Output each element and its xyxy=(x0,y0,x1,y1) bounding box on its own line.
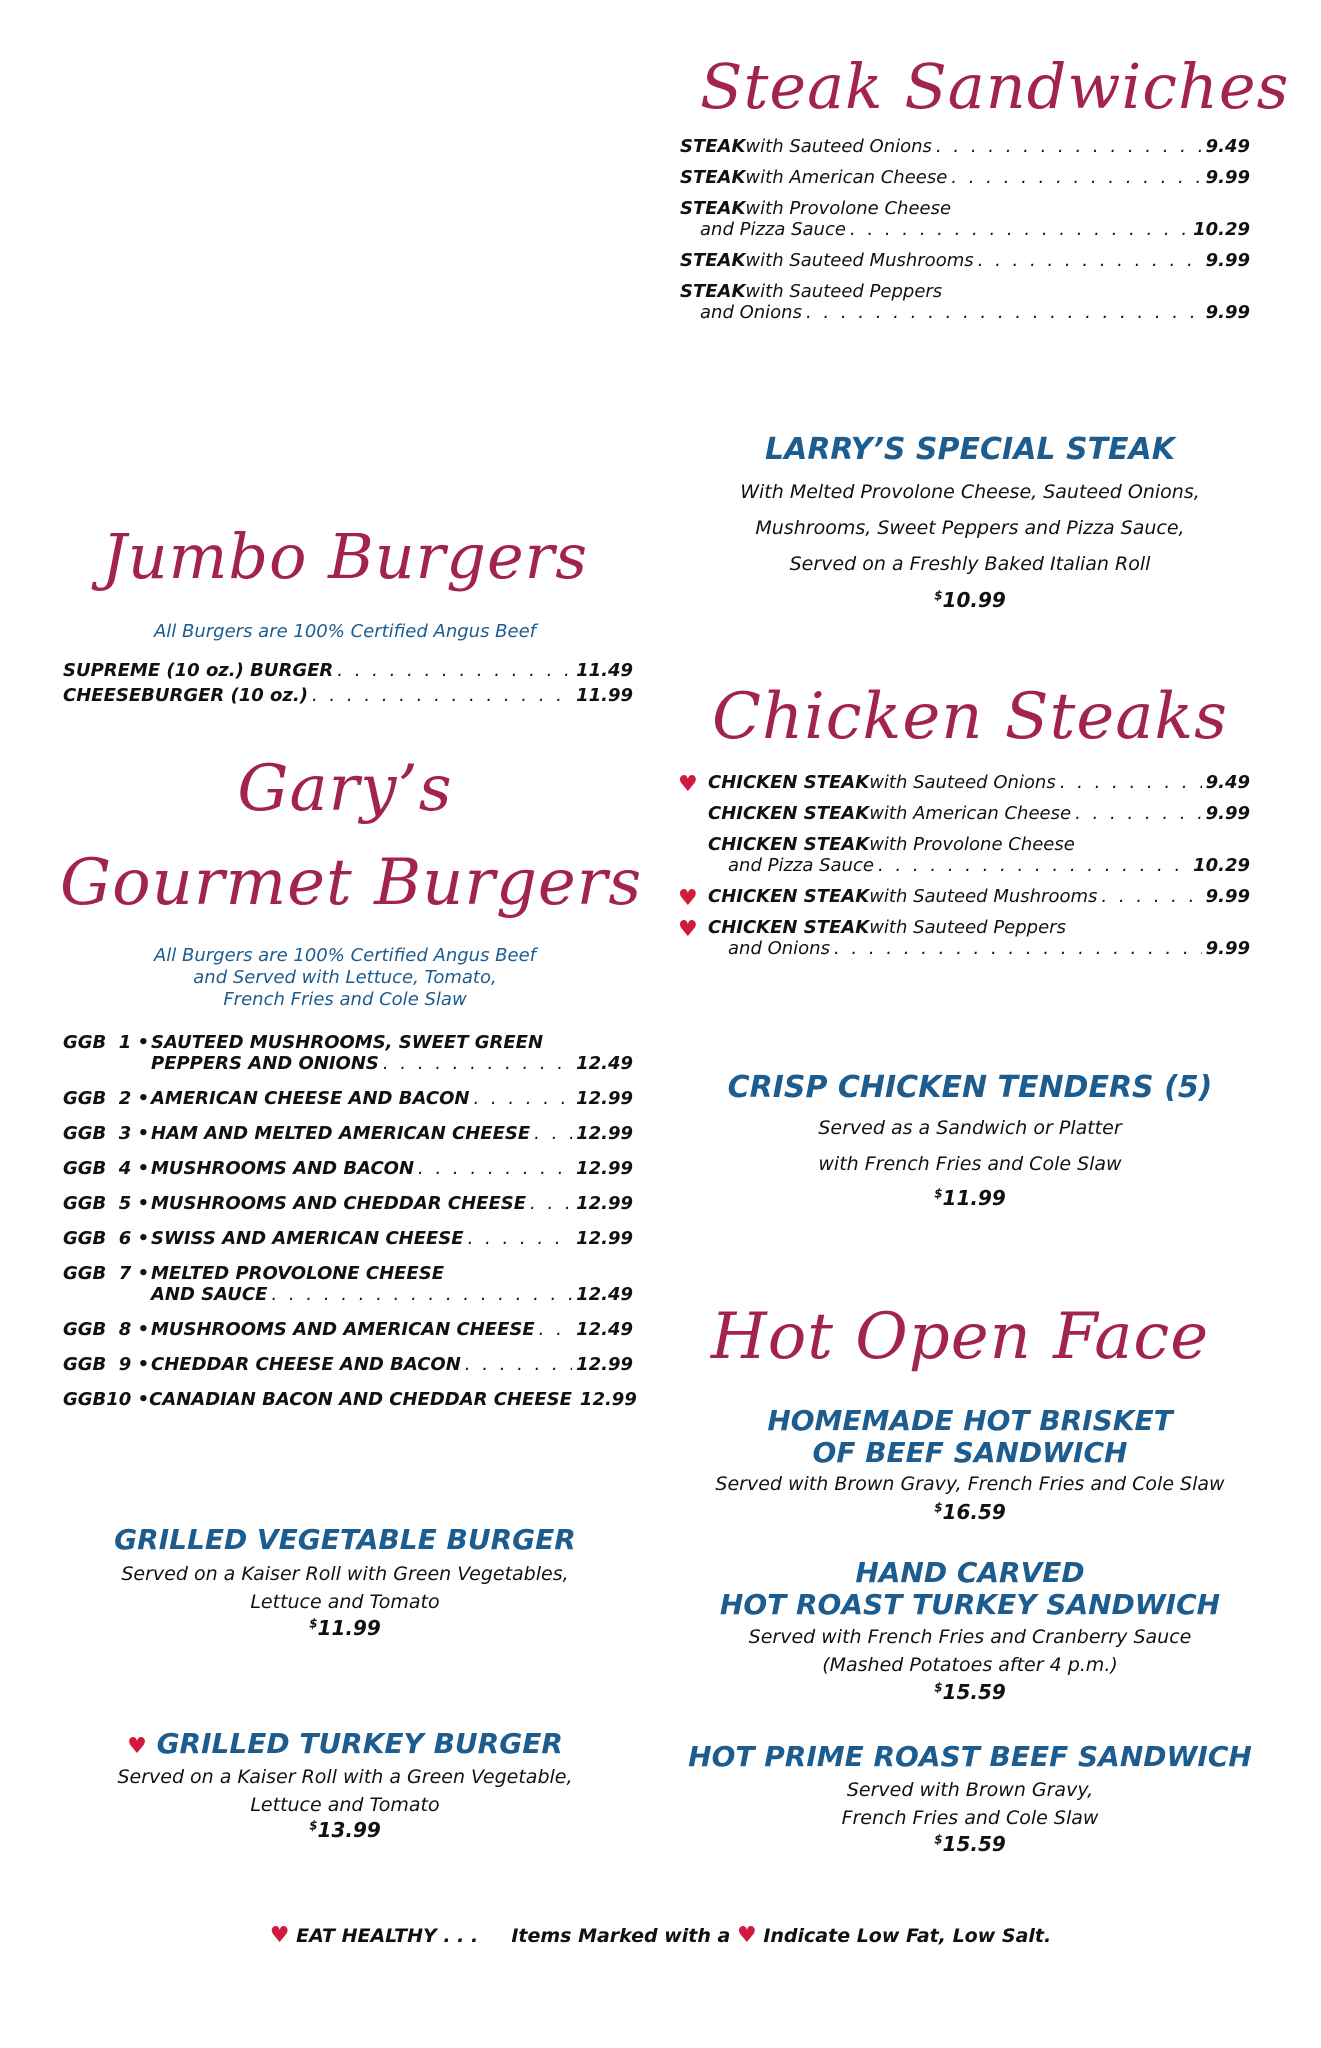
turkey-burger-line-2: Lettuce and Tomato xyxy=(250,1794,440,1816)
menu-item-price: 12.49 xyxy=(576,1053,633,1074)
menu-item-line xyxy=(678,772,1250,793)
dot-leader xyxy=(418,1158,572,1179)
menu-item-line xyxy=(680,250,1250,271)
menu-item xyxy=(63,685,633,706)
menu-item-name-rest: with American Cheese xyxy=(869,803,1072,824)
menu-item-name-rest: with Sauteed Peppers xyxy=(745,281,943,302)
menu-item-code: GGB 8 • xyxy=(63,1319,150,1340)
turkey-sandwich-description xyxy=(680,1623,1260,1679)
menu-item-line xyxy=(63,1354,633,1375)
menu-item-price: 9.99 xyxy=(1205,250,1250,271)
menu-item-name: SWISS AND AMERICAN CHEESE xyxy=(151,1228,464,1249)
dot-leader xyxy=(1075,803,1202,824)
menu-item xyxy=(63,1193,633,1214)
menu-item-price: 12.99 xyxy=(576,1123,633,1144)
dot-leader xyxy=(850,219,1189,240)
menu-item xyxy=(63,1123,633,1144)
menu-item-name-cont: PEPPERS AND ONIONS xyxy=(151,1053,379,1074)
menu-item-price: 10.29 xyxy=(1193,219,1250,240)
dot-leader xyxy=(834,938,1202,959)
veg-burger-description xyxy=(60,1560,630,1616)
turkey-sandwich-line-2: (Mashed Potatoes after 4 p.m.) xyxy=(822,1654,1118,1676)
turkey-sandwich-price: $15.59 xyxy=(934,1680,1006,1704)
dot-leader xyxy=(936,136,1202,157)
jumbo-burgers-title: Jumbo Burgers xyxy=(101,520,589,593)
turkey-burger-price: $13.99 xyxy=(309,1818,381,1842)
menu-item xyxy=(680,167,1250,188)
jumbo-note: All Burgers are 100% Certified Angus Beef xyxy=(153,621,537,642)
menu-item-line xyxy=(680,136,1250,157)
turkey-burger-description xyxy=(60,1763,630,1819)
menu-item-name: CANADIAN BACON AND CHEDDAR CHEESE xyxy=(149,1389,572,1410)
menu-item-name: SUPREME (10 oz.) BURGER xyxy=(63,660,334,681)
menu-item-price: 9.99 xyxy=(1205,803,1250,824)
menu-item-name-cont: AND SAUCE xyxy=(151,1284,268,1305)
dot-leader xyxy=(1101,886,1201,907)
menu-item-price: 12.99 xyxy=(576,1158,633,1179)
menu-item-price: 11.99 xyxy=(576,685,633,706)
dot-leader xyxy=(473,1088,572,1109)
menu-item xyxy=(680,250,1250,271)
menu-item-name-cont: and Onions xyxy=(700,302,802,323)
tenders-line-1: Served as a Sandwich or Platter xyxy=(818,1117,1122,1139)
tenders-title: CRISP CHICKEN TENDERS (5) xyxy=(727,1070,1213,1105)
menu-item-line xyxy=(63,1389,637,1410)
turkey-burger-title-text: GRILLED TURKEY BURGER xyxy=(156,1727,563,1760)
dot-leader xyxy=(1060,772,1202,793)
menu-item-name-rest: with Sauteed Onions xyxy=(869,772,1056,793)
menu-item-code: GGB 3 • xyxy=(63,1123,150,1144)
brisket-title xyxy=(680,1405,1260,1469)
menu-item-name-rest: with Provolone Cheese xyxy=(869,834,1075,855)
footer-items-marked: Items Marked with a xyxy=(511,1925,731,1947)
menu-item-name-rest: with Sauteed Onions xyxy=(745,136,932,157)
menu-item xyxy=(63,1319,633,1340)
roast-beef-title: HOT PRIME ROAST BEEF SANDWICH xyxy=(688,1740,1252,1773)
roast-beef-price: $15.59 xyxy=(934,1832,1006,1856)
menu-item-price: 12.99 xyxy=(579,1389,637,1410)
menu-item-name: CHEESEBURGER (10 oz.) xyxy=(63,685,308,706)
menu-item-line xyxy=(678,917,1250,938)
larrys-description xyxy=(680,474,1260,582)
brisket-price: $16.59 xyxy=(934,1500,1006,1524)
menu-item xyxy=(63,1158,633,1179)
menu-item-price: 9.99 xyxy=(1205,886,1250,907)
gourmet-note-line-1: All Burgers are 100% Certified Angus Beef xyxy=(153,945,537,966)
dot-leader xyxy=(337,660,572,681)
dot-leader xyxy=(806,302,1202,323)
gourmet-note xyxy=(60,945,630,1011)
gourmet-note-line-3: French Fries and Cole Slaw xyxy=(223,989,467,1010)
menu-item xyxy=(678,834,1250,876)
larrys-line-3: Served on a Freshly Baked Italian Roll xyxy=(789,553,1151,575)
menu-item-code: GGB 7 • xyxy=(63,1263,150,1284)
turkey-burger-title xyxy=(60,1727,630,1760)
menu-item xyxy=(63,1228,633,1249)
menu-item-name-cont: and Pizza Sauce xyxy=(700,219,846,240)
heart-icon: ♥ xyxy=(736,1923,757,1948)
menu-item-code: GGB 4 • xyxy=(63,1158,150,1179)
menu-item-line xyxy=(680,281,1250,302)
gourmet-title-line-1: Gary’s xyxy=(237,752,453,826)
menu-item-price: 12.99 xyxy=(576,1354,633,1375)
menu-item-name-bold: STEAK xyxy=(680,136,746,157)
menu-item-price: 9.49 xyxy=(1205,136,1250,157)
menu-item-line xyxy=(63,1228,633,1249)
larrys-line-1: With Melted Provolone Cheese, Sauteed Onions, xyxy=(740,481,1200,503)
heart-icon: ♥ xyxy=(678,772,698,797)
brisket-description: Served with Brown Gravy, French Fries and Cole Slaw xyxy=(715,1473,1225,1495)
menu-item-price: 9.99 xyxy=(1205,938,1250,959)
footer-indicate: Indicate Low Fat, Low Salt. xyxy=(763,1925,1052,1947)
menu-item-line xyxy=(678,886,1250,907)
menu-item-price: 12.99 xyxy=(576,1228,633,1249)
menu-item-line-2 xyxy=(680,219,1250,240)
menu-item-price: 9.99 xyxy=(1205,302,1250,323)
menu-item-line-2 xyxy=(678,938,1250,959)
menu-item xyxy=(680,198,1250,240)
menu-item-name-rest: with Sauteed Mushrooms xyxy=(869,886,1098,907)
turkey-sandwich-line-1: Served with French Fries and Cranberry Sauce xyxy=(748,1626,1192,1648)
turkey-sandwich-title-line-2: HOT ROAST TURKEY SANDWICH xyxy=(719,1588,1221,1621)
dot-leader xyxy=(534,1123,572,1144)
dot-leader xyxy=(878,855,1189,876)
menu-item-price: 12.49 xyxy=(576,1319,633,1340)
gourmet-list xyxy=(63,1032,637,1424)
menu-item-name-bold: STEAK xyxy=(680,198,746,219)
menu-item-code: GGB 1 • xyxy=(63,1032,150,1053)
jumbo-list xyxy=(63,660,633,710)
heart-icon: ♥ xyxy=(127,1734,147,1759)
dot-leader xyxy=(530,1193,572,1214)
menu-item xyxy=(63,1263,633,1305)
tenders-line-2: with French Fries and Cole Slaw xyxy=(818,1153,1122,1175)
menu-item-line xyxy=(680,198,1250,219)
dot-leader xyxy=(312,685,572,706)
menu-item xyxy=(678,772,1250,797)
menu-item xyxy=(63,660,633,681)
menu-item-name-cont: and Onions xyxy=(728,938,830,959)
brisket-title-line-1: HOMEMADE HOT BRISKET xyxy=(767,1404,1173,1437)
menu-item-name-bold: CHICKEN STEAK xyxy=(708,886,870,907)
veg-burger-price: $11.99 xyxy=(309,1616,381,1640)
menu-item xyxy=(63,1354,633,1375)
menu-item-line-2 xyxy=(678,855,1250,876)
menu-item-name-rest: with American Cheese xyxy=(745,167,948,188)
menu-item-line xyxy=(63,1088,633,1109)
larrys-price: $10.99 xyxy=(934,588,1006,612)
menu-item-price: 12.99 xyxy=(576,1193,633,1214)
menu-item-line xyxy=(63,1193,633,1214)
brisket-title-line-2: OF BEEF SANDWICH xyxy=(812,1436,1128,1469)
menu-item-line xyxy=(63,1319,633,1340)
menu-item-line xyxy=(680,167,1250,188)
menu-item-name: SAUTEED MUSHROOMS, SWEET GREEN xyxy=(151,1032,544,1053)
menu-item-line xyxy=(63,1032,633,1053)
menu-item-code: GGB10 • xyxy=(63,1389,150,1410)
menu-item-line-2 xyxy=(63,1284,633,1305)
hot-open-face-title: Hot Open Face xyxy=(710,1300,1210,1374)
menu-item xyxy=(680,136,1250,157)
larrys-title: LARRY’S SPECIAL STEAK xyxy=(764,432,1176,467)
menu-item-name-bold: CHICKEN STEAK xyxy=(708,803,870,824)
menu-item-name-cont: and Pizza Sauce xyxy=(728,855,874,876)
steak-sandwiches-list xyxy=(680,136,1250,333)
menu-item-code: GGB 6 • xyxy=(63,1228,150,1249)
menu-item-code: GGB 2 • xyxy=(63,1088,150,1109)
menu-item xyxy=(63,1088,633,1109)
menu-item-name-bold: CHICKEN STEAK xyxy=(708,834,870,855)
dot-leader xyxy=(383,1053,572,1074)
menu-item-price: 9.99 xyxy=(1205,167,1250,188)
heart-icon: ♥ xyxy=(269,1923,290,1948)
menu-item-name: MELTED PROVOLONE CHEESE xyxy=(151,1263,444,1284)
dot-leader xyxy=(468,1228,572,1249)
menu-item-price: 10.29 xyxy=(1193,855,1250,876)
menu-item-code: GGB 5 • xyxy=(63,1193,150,1214)
roast-beef-line-1: Served with Brown Gravy, xyxy=(846,1779,1094,1801)
menu-item-name: MUSHROOMS AND CHEDDAR CHEESE xyxy=(151,1193,527,1214)
larrys-line-2: Mushrooms, Sweet Peppers and Pizza Sauce, xyxy=(755,517,1185,539)
menu-item-name: CHEDDAR CHEESE AND BACON xyxy=(151,1354,461,1375)
menu-item-line xyxy=(63,1263,633,1284)
menu-item-line xyxy=(63,1123,633,1144)
menu-item xyxy=(680,281,1250,323)
turkey-burger-line-1: Served on a Kaiser Roll with a Green Vegetable, xyxy=(117,1766,573,1788)
tenders-price: $11.99 xyxy=(934,1186,1006,1210)
menu-item-name: MUSHROOMS AND AMERICAN CHEESE xyxy=(151,1319,535,1340)
menu-item-name: AMERICAN CHEESE AND BACON xyxy=(151,1088,470,1109)
chicken-steaks-title: Chicken Steaks xyxy=(712,680,1228,754)
veg-burger-line-2: Lettuce and Tomato xyxy=(250,1591,440,1613)
tenders-description xyxy=(680,1110,1260,1182)
footer-legend xyxy=(0,1925,1321,1947)
heart-icon: ♥ xyxy=(678,917,698,942)
steak-sandwiches-title: Steak Sandwiches xyxy=(700,50,1290,123)
menu-item-name-bold: CHICKEN STEAK xyxy=(708,917,870,938)
menu-item-price: 9.49 xyxy=(1205,772,1250,793)
menu-item-line-2 xyxy=(63,1053,633,1074)
menu-item-name-bold: CHICKEN STEAK xyxy=(708,772,870,793)
menu-item-name-rest: with Sauteed Mushrooms xyxy=(745,250,974,271)
turkey-sandwich-title-line-1: HAND CARVED xyxy=(855,1556,1085,1589)
roast-beef-line-2: French Fries and Cole Slaw xyxy=(841,1807,1099,1829)
turkey-sandwich-title xyxy=(680,1557,1260,1621)
menu-item-price: 12.99 xyxy=(576,1088,633,1109)
footer-eat-healthy: EAT HEALTHY . . . xyxy=(296,1925,479,1947)
menu-item xyxy=(678,917,1250,959)
dot-leader xyxy=(539,1319,572,1340)
menu-item xyxy=(63,1389,637,1410)
menu-item-code: GGB 9 • xyxy=(63,1354,150,1375)
veg-burger-title: GRILLED VEGETABLE BURGER xyxy=(114,1523,576,1556)
menu-item-name-bold: STEAK xyxy=(680,250,746,271)
menu-item xyxy=(678,803,1250,824)
menu-item-name: HAM AND MELTED AMERICAN CHEESE xyxy=(151,1123,531,1144)
veg-burger-line-1: Served on a Kaiser Roll with Green Vegetables, xyxy=(121,1563,569,1585)
heart-icon: ♥ xyxy=(678,886,698,911)
menu-item xyxy=(63,1032,633,1074)
menu-item-line xyxy=(63,1158,633,1179)
menu-item xyxy=(678,886,1250,911)
gourmet-note-line-2: and Served with Lettuce, Tomato, xyxy=(193,967,497,988)
menu-item-line xyxy=(678,803,1250,824)
dot-leader xyxy=(978,250,1202,271)
menu-item-price: 12.49 xyxy=(576,1284,633,1305)
menu-item-line-2 xyxy=(680,302,1250,323)
menu-item-name-bold: STEAK xyxy=(680,281,746,302)
chicken-steaks-list xyxy=(678,772,1250,969)
menu-item-line xyxy=(678,834,1250,855)
menu-item-name-bold: STEAK xyxy=(680,167,746,188)
roast-beef-description xyxy=(680,1776,1260,1832)
dot-leader xyxy=(271,1284,572,1305)
gourmet-title-line-2: Gourmet Burgers xyxy=(60,846,643,920)
dot-leader xyxy=(465,1354,572,1375)
dot-leader xyxy=(951,167,1201,188)
menu-item-price: 11.49 xyxy=(576,660,633,681)
menu-item-name: MUSHROOMS AND BACON xyxy=(151,1158,415,1179)
menu-item-name-rest: with Sauteed Peppers xyxy=(869,917,1066,938)
menu-item-name-rest: with Provolone Cheese xyxy=(745,198,952,219)
